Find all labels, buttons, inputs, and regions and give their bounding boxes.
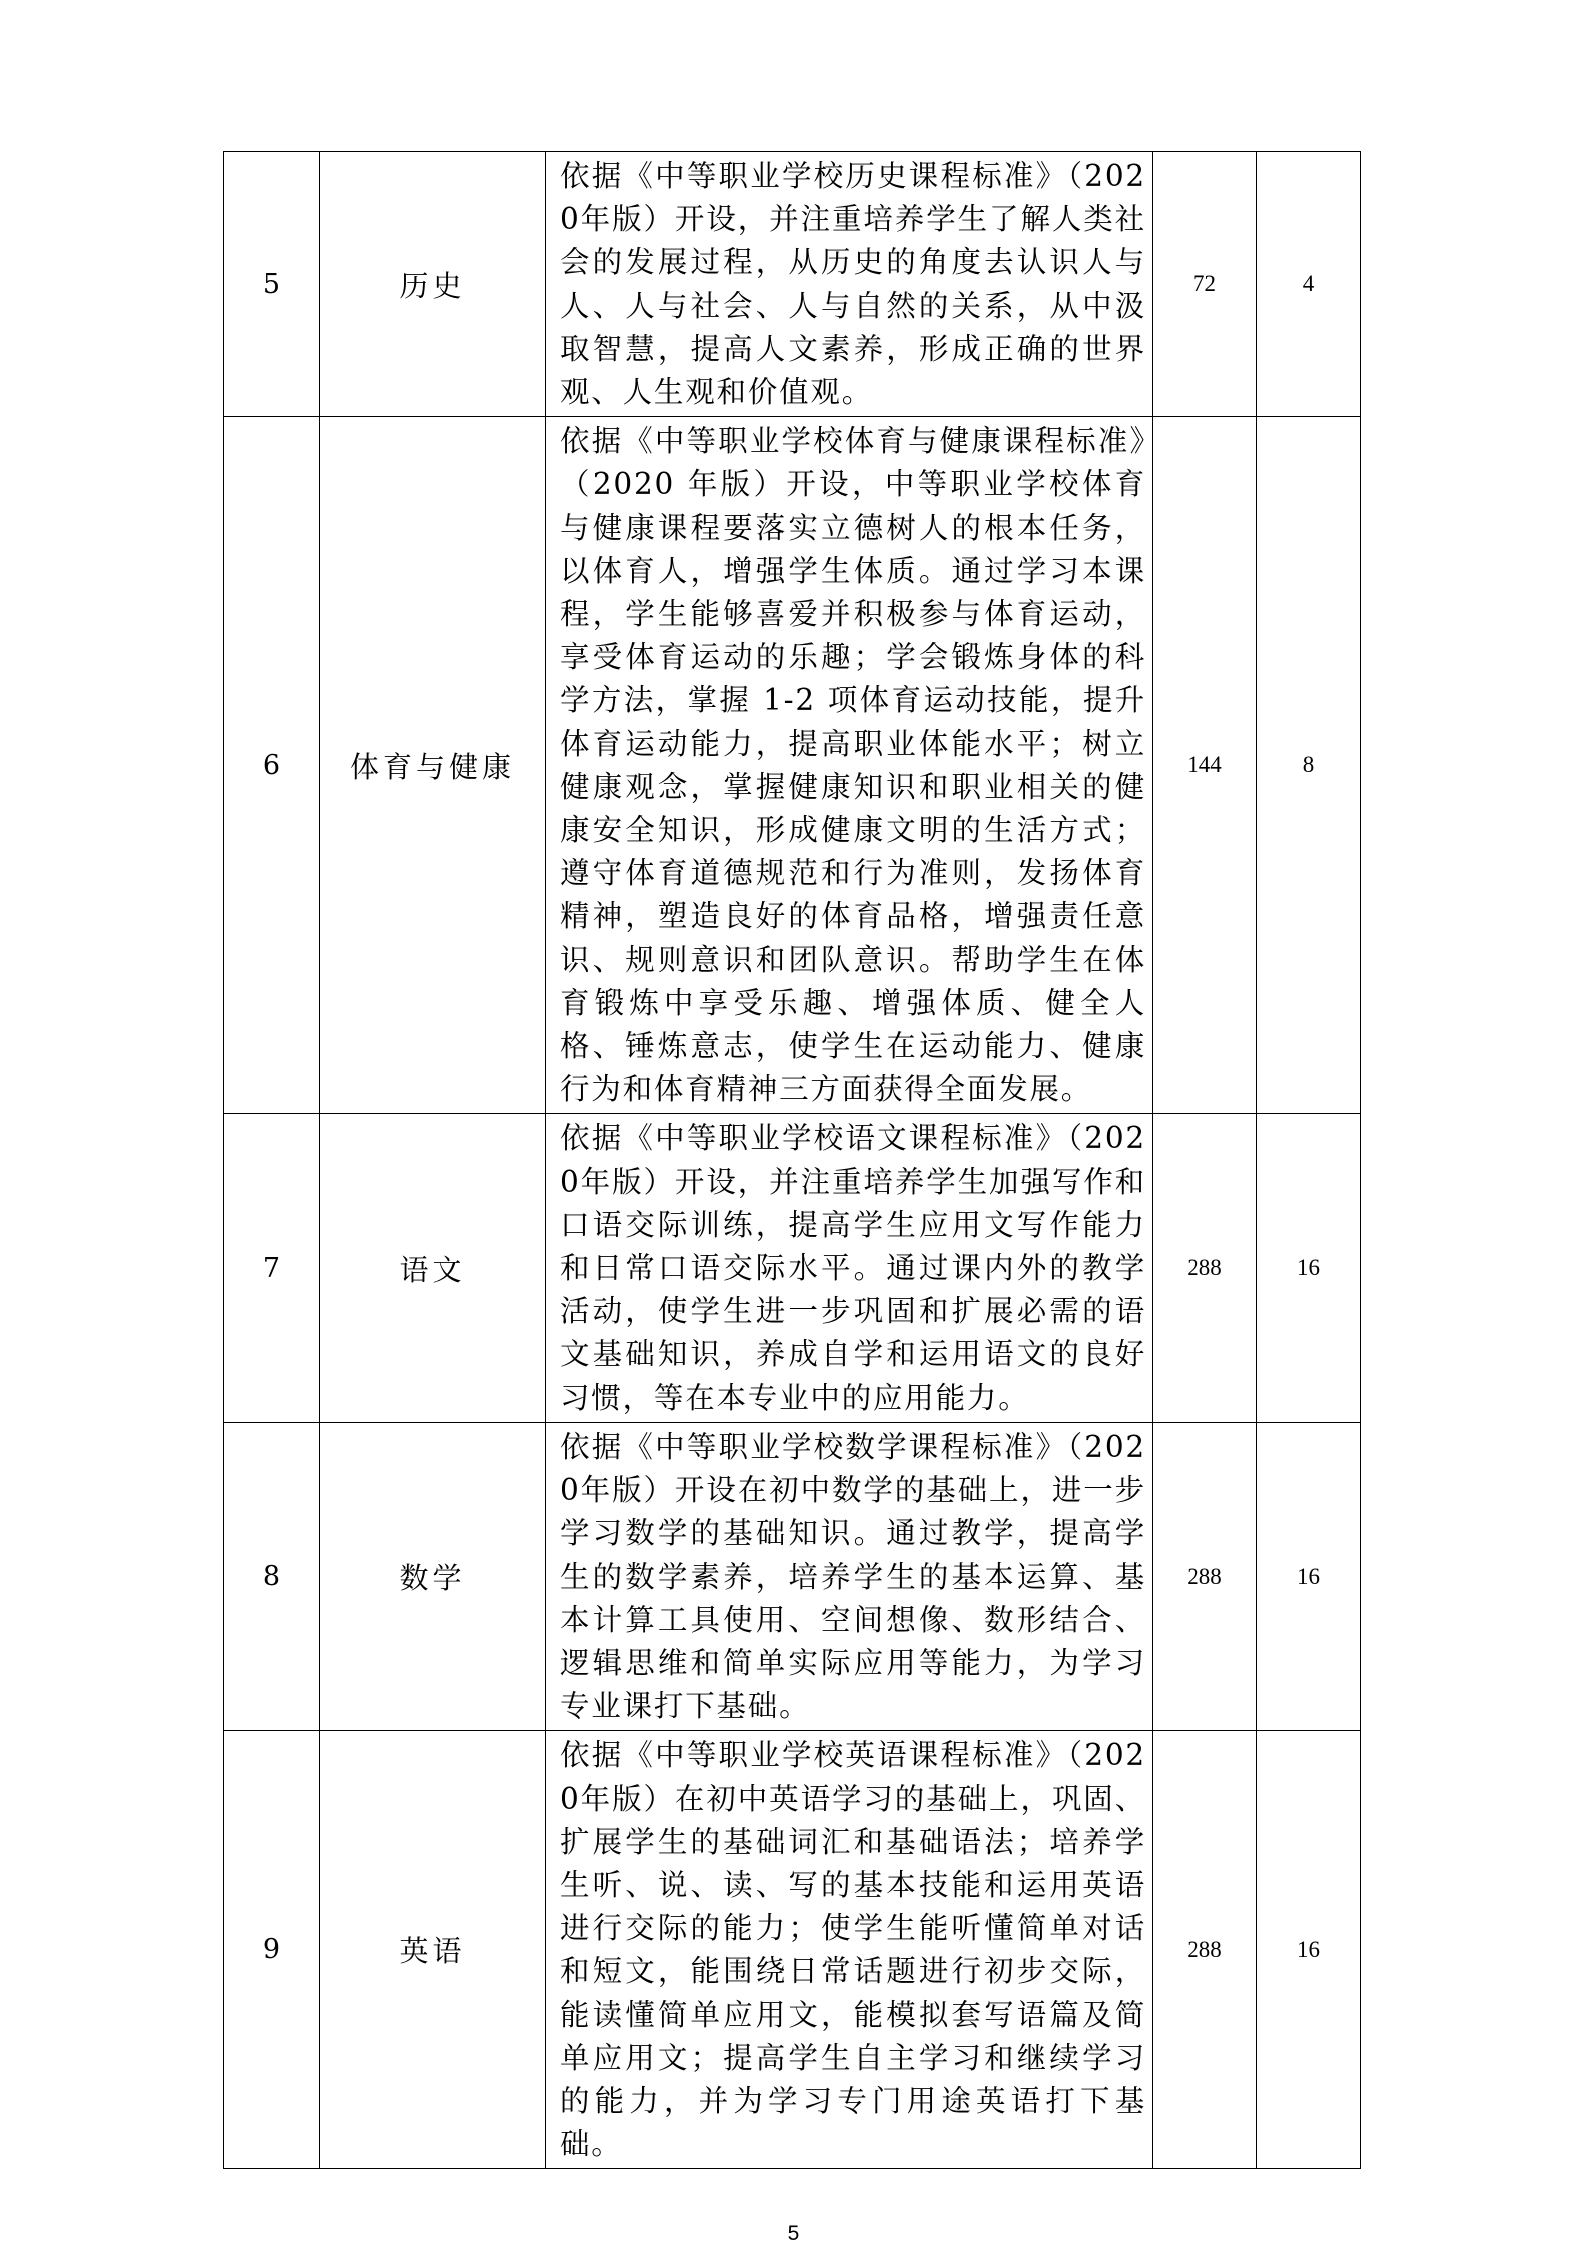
course-number: 9 bbox=[224, 1731, 320, 2169]
course-credits: 4 bbox=[1257, 152, 1361, 417]
course-number: 5 bbox=[224, 152, 320, 417]
course-description: 依据《中等职业学校历史课程标准》（2020年版）开设，并注重培养学生了解人类社会的发展过程，从历史的角度去认识人与人、人与社会、人与自然的关系，从中汲取智慧，提高人文素养，形成正确的世界观、人生观和价值观。 bbox=[546, 152, 1153, 417]
course-credits: 8 bbox=[1257, 417, 1361, 1114]
table-row bbox=[224, 1731, 1361, 2169]
table-row bbox=[224, 1422, 1361, 1730]
course-name: 历史 bbox=[320, 152, 546, 417]
course-hours: 72 bbox=[1153, 152, 1257, 417]
course-credits: 16 bbox=[1257, 1114, 1361, 1422]
course-description: 依据《中等职业学校体育与健康课程标准》（2020 年版）开设，中等职业学校体育与健康课程要落实立德树人的根本任务，以体育人，增强学生体质。通过学习本课程，学生能够喜爱并积极参与体育运动，享受体育运动的乐趣；学会锻炼身体的科学方法，掌握 1-2 项体育运动技能，提升体育运动能力，提高职业体能水平；树立健康观念，掌握健康知识和职业相关的健康安全知识，形成健康文明的生活方式；遵守体育道德规范和行为准则，发扬体育精神，塑造良好的体育品格，增强责任意识、规则意识和团队意识。帮助学生在体育锻炼中享受乐趣、增强体质、健全人格、锤炼意志，使学生在运动能力、健康行为和体育精神三方面获得全面发展。 bbox=[546, 417, 1153, 1114]
table-row bbox=[224, 152, 1361, 417]
course-description: 依据《中等职业学校数学课程标准》（2020年版）开设在初中数学的基础上，进一步学习数学的基础知识。通过教学，提高学生的数学素养，培养学生的基本运算、基本计算工具使用、空间想像、数形结合、逻辑思维和简单实际应用等能力，为学习专业课打下基础。 bbox=[546, 1422, 1153, 1730]
course-number: 6 bbox=[224, 417, 320, 1114]
course-name: 英语 bbox=[320, 1731, 546, 2169]
course-hours: 144 bbox=[1153, 417, 1257, 1114]
course-credits: 16 bbox=[1257, 1422, 1361, 1730]
table-row bbox=[224, 417, 1361, 1114]
course-hours: 288 bbox=[1153, 1114, 1257, 1422]
course-hours: 288 bbox=[1153, 1731, 1257, 2169]
course-description: 依据《中等职业学校英语课程标准》（2020年版）在初中英语学习的基础上，巩固、扩展学生的基础词汇和基础语法；培养学生听、说、读、写的基本技能和运用英语进行交际的能力；使学生能听懂简单对话和短文，能围绕日常话题进行初步交际，能读懂简单应用文，能模拟套写语篇及简单应用文；提高学生自主学习和继续学习的能力，并为学习专门用途英语打下基础。 bbox=[546, 1731, 1153, 2169]
course-hours: 288 bbox=[1153, 1422, 1257, 1730]
course-name: 数学 bbox=[320, 1422, 546, 1730]
page-number: 5 bbox=[787, 2222, 800, 2245]
course-number: 8 bbox=[224, 1422, 320, 1730]
course-name: 语文 bbox=[320, 1114, 546, 1422]
course-table bbox=[223, 151, 1361, 2169]
course-credits: 16 bbox=[1257, 1731, 1361, 2169]
table-row bbox=[224, 1114, 1361, 1422]
course-name: 体育与健康 bbox=[320, 417, 546, 1114]
course-number: 7 bbox=[224, 1114, 320, 1422]
course-description: 依据《中等职业学校语文课程标准》（2020年版）开设，并注重培养学生加强写作和口语交际训练，提高学生应用文写作能力和日常口语交际水平。通过课内外的教学活动，使学生进一步巩固和扩展必需的语文基础知识，养成自学和运用语文的良好习惯，等在本专业中的应用能力。 bbox=[546, 1114, 1153, 1422]
